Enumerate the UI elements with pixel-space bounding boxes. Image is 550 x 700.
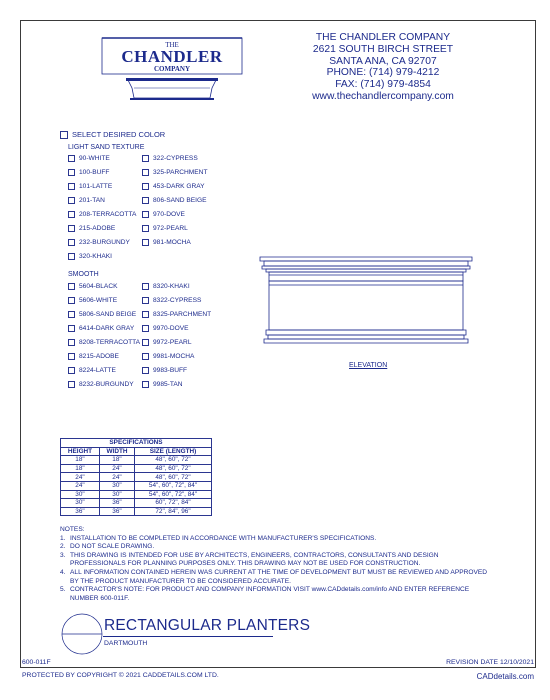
- checkbox[interactable]: [68, 183, 75, 190]
- select-color-title: [60, 130, 165, 139]
- checkbox[interactable]: [68, 297, 75, 304]
- color-option[interactable]: 8215-ADOBE: [68, 351, 119, 361]
- color-option[interactable]: 5604-BLACK: [68, 281, 118, 291]
- reference-number: 600-011F: [22, 659, 51, 666]
- color-option[interactable]: 9983-BUFF: [142, 365, 187, 375]
- color-option[interactable]: 9972-PEARL: [142, 337, 192, 347]
- copyright: PROTECTED BY COPYRIGHT © 2021 CADDETAILS.COM LTD.: [22, 672, 219, 679]
- planter-elevation-drawing: [258, 255, 474, 350]
- note-item: 5. CONTRACTOR'S NOTE: FOR PRODUCT AND COMPANY INFORMATION VISIT www.CADdetails.com/info AND ENTER REFERENCE NUMBER 600-011F.: [60, 586, 470, 602]
- company-street: 2621 SOUTH BIRCH STREET: [312, 43, 454, 55]
- color-option[interactable]: 9985-TAN: [142, 379, 183, 389]
- checkbox[interactable]: [68, 353, 75, 360]
- color-option[interactable]: 325-PARCHMENT: [142, 167, 207, 177]
- note-item: 3. THIS DRAWING IS INTENDED FOR USE BY ARCHITECTS, ENGINEERS, CONTRACTORS, CONSULTANTS AND DESIGN PROFESSIONALS FOR PLANNING PURPOSES ONLY. THIS DRAWING MAY NOT BE USED FOR CONSTRUCTION.: [60, 551, 439, 568]
- color-option[interactable]: 5806-SAND BEIGE: [68, 309, 136, 319]
- smooth-label: SMOOTH: [68, 271, 99, 278]
- color-option[interactable]: 8232-BURGUNDY: [68, 379, 134, 389]
- color-option[interactable]: 9970-DOVE: [142, 323, 189, 333]
- logo-line2: CHANDLER: [121, 47, 223, 66]
- color-option[interactable]: 8325-PARCHMENT: [142, 309, 211, 319]
- note-item: 1. INSTALLATION TO BE COMPLETED IN ACCORDANCE WITH MANUFACTURER'S SPECIFICATIONS.: [60, 534, 377, 542]
- company-logo: [100, 32, 244, 108]
- checkbox[interactable]: [142, 155, 149, 162]
- note-item: 2. DO NOT SCALE DRAWING.: [60, 543, 155, 551]
- color-option[interactable]: 9981-MOCHA: [142, 351, 194, 361]
- checkbox[interactable]: [68, 211, 75, 218]
- checkbox[interactable]: [68, 283, 75, 290]
- select-color-checkbox[interactable]: [60, 131, 68, 139]
- checkbox[interactable]: [68, 197, 75, 204]
- checkbox[interactable]: [142, 183, 149, 190]
- color-option[interactable]: 232-BURGUNDY: [68, 237, 130, 247]
- color-option[interactable]: 6414-DARK GRAY: [68, 323, 134, 333]
- checkbox[interactable]: [142, 297, 149, 304]
- color-option[interactable]: 453-DARK GRAY: [142, 181, 205, 191]
- company-phone: PHONE: (714) 979-4212: [326, 67, 440, 79]
- checkbox[interactable]: [68, 225, 75, 232]
- checkbox[interactable]: [142, 225, 149, 232]
- column-header: WIDTH: [100, 447, 135, 456]
- checkbox[interactable]: [142, 311, 149, 318]
- notes-heading: NOTES:: [60, 526, 85, 533]
- color-option[interactable]: 8208-TERRACOTTA: [68, 337, 140, 347]
- checkbox[interactable]: [68, 253, 75, 260]
- drawing-subtitle: DARTMOUTH: [104, 640, 148, 647]
- logo-line1: THE: [165, 41, 179, 49]
- company-city: SANTA ANA, CA 92707: [329, 55, 437, 67]
- checkbox[interactable]: [68, 239, 75, 246]
- color-option[interactable]: 972-PEARL: [142, 223, 188, 233]
- table-row: 24" 24" 48", 60", 72": [61, 473, 212, 482]
- title-circle: [60, 613, 104, 660]
- drawing-title: RECTANGULAR PLANTERS: [104, 617, 311, 634]
- color-option[interactable]: 201-TAN: [68, 195, 105, 205]
- company-website[interactable]: www.thechandlercompany.com: [312, 90, 454, 102]
- checkbox[interactable]: [142, 353, 149, 360]
- column-header: HEIGHT: [61, 447, 100, 456]
- checkbox[interactable]: [68, 169, 75, 176]
- revision-date: REVISION DATE 12/10/2021: [446, 659, 534, 666]
- color-option[interactable]: 8322-CYPRESS: [142, 295, 201, 305]
- color-option[interactable]: 5606-WHITE: [68, 295, 117, 305]
- checkbox[interactable]: [142, 197, 149, 204]
- checkbox[interactable]: [68, 367, 75, 374]
- color-option[interactable]: 8224-LATTE: [68, 365, 116, 375]
- checkbox[interactable]: [68, 311, 75, 318]
- checkbox[interactable]: [68, 155, 75, 162]
- color-option[interactable]: 100-BUFF: [68, 167, 109, 177]
- checkbox[interactable]: [142, 381, 149, 388]
- column-header: SIZE (LENGTH): [135, 447, 212, 456]
- table-row: 18" 18" 48", 60", 72": [61, 456, 212, 465]
- color-option[interactable]: 101-LATTE: [68, 181, 112, 191]
- specifications-table: [60, 438, 212, 516]
- color-option[interactable]: 320-KHAKI: [68, 251, 112, 261]
- color-option[interactable]: 215-ADOBE: [68, 223, 115, 233]
- color-option[interactable]: 90-WHITE: [68, 153, 110, 163]
- company-name: THE CHANDLER COMPANY: [315, 32, 451, 43]
- light-sand-label: LIGHT SAND TEXTURE: [68, 144, 145, 151]
- caddetails-brand[interactable]: CADdetails.com: [476, 672, 534, 681]
- checkbox[interactable]: [68, 381, 75, 388]
- checkbox[interactable]: [142, 339, 149, 346]
- checkbox[interactable]: [142, 211, 149, 218]
- table-row: 18" 24" 48", 60", 72": [61, 464, 212, 473]
- specifications-title: SPECIFICATIONS: [61, 439, 212, 448]
- note-item: 4. ALL INFORMATION CONTAINED HEREIN WAS CURRENT AT THE TIME OF DEVELOPMENT BUT MUST BE REVIEWED AND APPROVED BY THE PRODUCT MANUFACTURER TO BE CONSIDERED ACCURATE.: [60, 568, 488, 585]
- color-option[interactable]: 322-CYPRESS: [142, 153, 198, 163]
- color-option[interactable]: 806-SAND BEIGE: [142, 195, 207, 205]
- color-option[interactable]: 970-DOVE: [142, 209, 185, 219]
- company-info: [305, 32, 461, 103]
- checkbox[interactable]: [142, 367, 149, 374]
- table-row: 24" 30" 54", 60", 72", 84": [61, 481, 212, 490]
- color-option[interactable]: 208-TERRACOTTA: [68, 209, 136, 219]
- color-option[interactable]: 8320-KHAKI: [142, 281, 190, 291]
- table-row: 30" 30" 54", 60", 72", 84": [61, 490, 212, 499]
- logo-line3: COMPANY: [153, 65, 191, 73]
- elevation-label: ELEVATION: [349, 362, 388, 369]
- select-color-label: SELECT DESIRED COLOR: [72, 130, 166, 139]
- checkbox[interactable]: [68, 325, 75, 332]
- checkbox[interactable]: [142, 169, 149, 176]
- table-row: 30" 36" 60", 72", 84": [61, 499, 212, 508]
- table-header-row: [61, 447, 212, 456]
- checkbox[interactable]: [68, 339, 75, 346]
- checkbox[interactable]: [142, 283, 149, 290]
- title-divider: [103, 636, 273, 637]
- color-option[interactable]: 981-MOCHA: [142, 237, 191, 247]
- notes-section: [60, 526, 490, 603]
- company-fax: FAX: (714) 979-4854: [335, 79, 431, 91]
- checkbox[interactable]: [142, 325, 149, 332]
- checkbox[interactable]: [142, 239, 149, 246]
- table-row: 36" 36" 72", 84", 96": [61, 507, 212, 516]
